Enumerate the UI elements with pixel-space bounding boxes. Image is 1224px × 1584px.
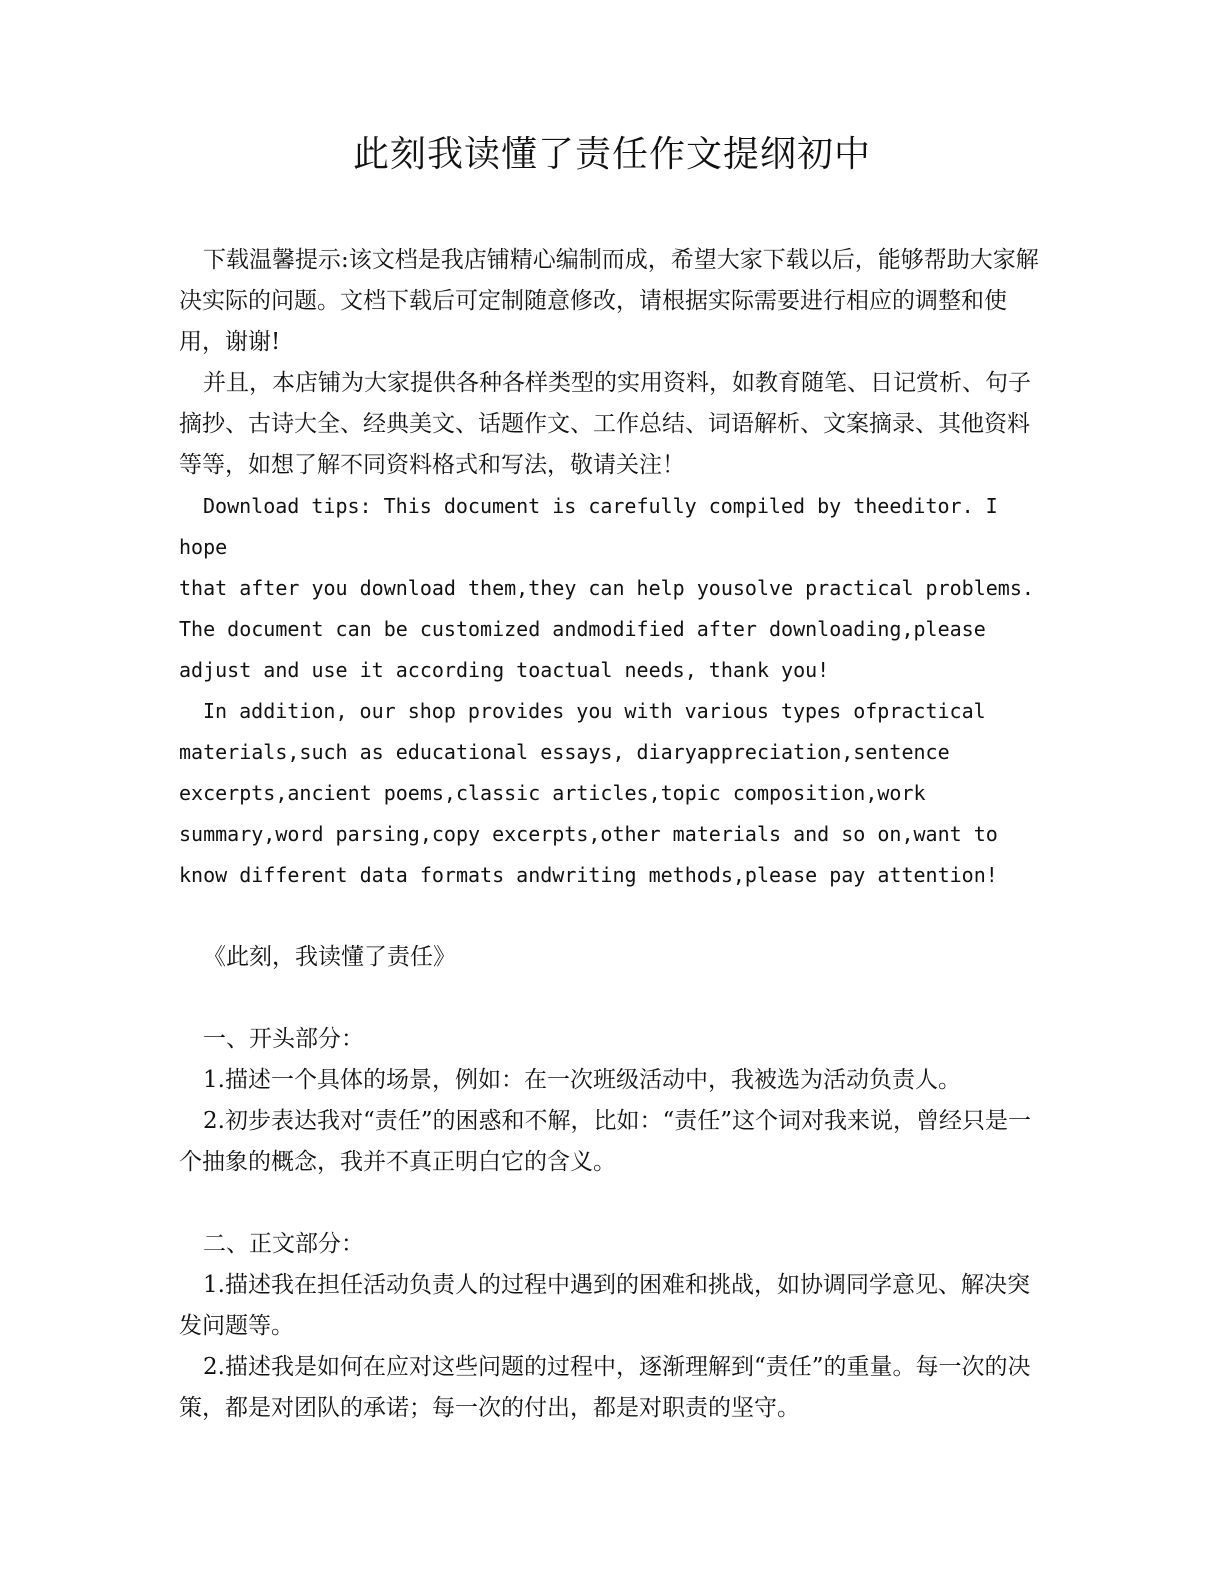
notice-cn-paragraph-2: 并且，本店铺为大家提供各种各样类型的实用资料，如教育随笔、日记赏析、句子摘抄、古诗大全、经典美文、话题作文、工作总结、词语解析、文案摘录、其他资料等等，如想了解不同资料格式和写法，敬请关注！ [179,370,1031,478]
section-1-item-2: 2.初步表达我对“责任”的困惑和不解，比如：“责任”这个词对我来说，曾经只是一个抽象的概念，我并不真正明白它的含义。 [179,1108,1031,1175]
section-1-heading: 一、开头部分： [203,1026,364,1052]
notice-en-2-line: In addition, our shop provides you with various types ofpractical [203,699,986,723]
notice-en-2-line: know different data formats andwriting methods,please pay attention! [179,863,998,887]
notice-en-1-line: adjust and use it according toactual needs, thank you! [179,658,830,682]
section-2-item-1: 1.描述我在担任活动负责人的过程中遇到的困难和挑战，如协调同学意见、解决突发问题等。 [179,1272,1030,1339]
essay-title: 《此刻，我读懂了责任》 [203,944,456,970]
notice-en-1-line: that after you download them,they can help yousolve practical problems. [179,576,1034,600]
spacer [179,978,1047,1019]
notice-en-2-line: materials,such as educational essays, diaryappreciation,sentence [179,740,950,764]
notice-en-1-line: The document can be customized andmodified after downloading,please [179,617,986,641]
notice-en-paragraph-1 [179,486,1047,691]
document-title: 此刻我读懂了责任作文提纲初中 [352,134,871,175]
notice-en-paragraph-2 [179,691,1047,896]
document-body [179,240,1047,1429]
notice-cn-paragraph-1: 下载温馨提示:该文档是我店铺精心编制而成，希望大家下载以后，能够帮助大家解决实际的问题。文档下载后可定制随意修改，请根据实际需要进行相应的调整和使用，谢谢! [179,247,1039,355]
section-1-item-1: 1.描述一个具体的场景，例如：在一次班级活动中，我被选为活动负责人。 [203,1067,961,1093]
section-2-item-2: 2.描述我是如何在应对这些问题的过程中，逐渐理解到“责任”的重量。每一次的决策，都是对团队的承诺；每一次的付出，都是对职责的坚守。 [179,1354,1031,1421]
spacer [179,1183,1047,1224]
notice-en-2-line: excerpts,ancient poems,classic articles,topic composition,work [179,781,926,805]
spacer [179,896,1047,937]
notice-en-1-line: Download tips: This document is carefully compiled by theeditor. I hope [179,494,998,559]
section-2-heading: 二、正文部分： [203,1231,364,1257]
notice-en-2-line: summary,word parsing,copy excerpts,other materials and so on,want to [179,822,998,846]
